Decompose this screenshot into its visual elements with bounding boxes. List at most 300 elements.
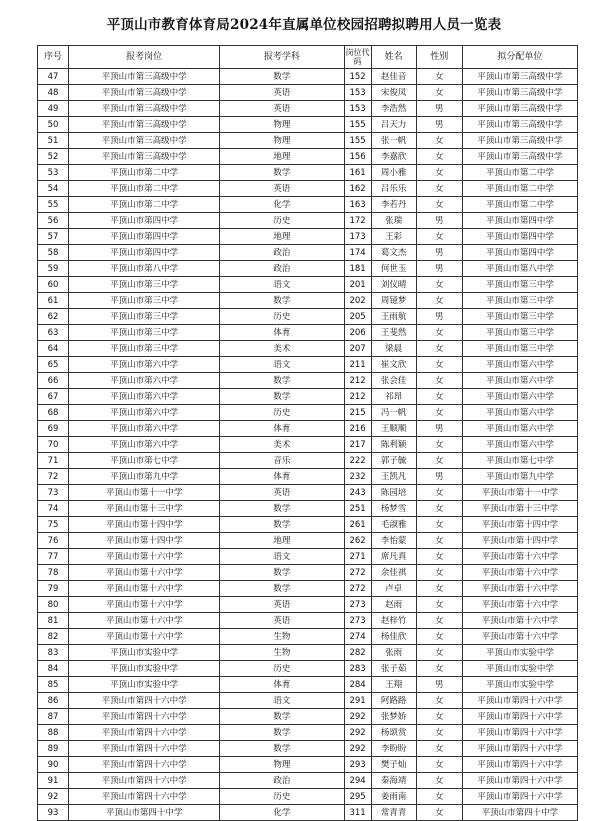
- table-row: [38, 357, 578, 373]
- cell-subject: 英语: [220, 597, 344, 613]
- table-row: [38, 309, 578, 325]
- cell-index: 54: [38, 181, 69, 197]
- cell-name: 杨梦雪: [371, 501, 416, 517]
- table-row: [38, 677, 578, 693]
- table-row: [38, 389, 578, 405]
- cell-subject: 历史: [220, 309, 344, 325]
- cell-position: 平顶山市第十六中学: [69, 549, 220, 565]
- cell-subject: 化学: [220, 805, 344, 821]
- cell-index: 59: [38, 261, 69, 277]
- cell-gender: 女: [416, 709, 462, 725]
- cell-name: 何世玉: [371, 261, 416, 277]
- cell-assigned-unit: 平顶山市第十六中学: [462, 629, 577, 645]
- cell-assigned-unit: 平顶山市第十三中学: [462, 501, 577, 517]
- cell-assigned-unit: 平顶山市第十一中学: [462, 485, 577, 501]
- table-row: [38, 165, 578, 181]
- cell-index: 87: [38, 709, 69, 725]
- cell-position: 平顶山市第六中学: [69, 373, 220, 389]
- cell-gender: 女: [416, 741, 462, 757]
- table-row: [38, 501, 578, 517]
- cell-subject: 英语: [220, 101, 344, 117]
- header-position-code: 岗位代码: [344, 46, 371, 69]
- header-position: 报考岗位: [69, 46, 220, 69]
- cell-name: 张子茹: [371, 661, 416, 677]
- cell-assigned-unit: 平顶山市第三高级中学: [462, 117, 577, 133]
- cell-name: 张会佳: [371, 373, 416, 389]
- cell-position-code: 243: [344, 485, 371, 501]
- cell-position-code: 295: [344, 789, 371, 805]
- cell-position: 平顶山市第四十六中学: [69, 709, 220, 725]
- cell-name: 李若丹: [371, 197, 416, 213]
- cell-gender: 女: [416, 373, 462, 389]
- cell-gender: 女: [416, 629, 462, 645]
- cell-assigned-unit: 平顶山市第九中学: [462, 469, 577, 485]
- cell-subject: 物理: [220, 757, 344, 773]
- cell-index: 47: [38, 69, 69, 85]
- table-row: [38, 645, 578, 661]
- cell-subject: 数学: [220, 517, 344, 533]
- cell-gender: 女: [416, 549, 462, 565]
- cell-position-code: 181: [344, 261, 371, 277]
- cell-index: 55: [38, 197, 69, 213]
- cell-position-code: 311: [344, 805, 371, 821]
- cell-subject: 语文: [220, 693, 344, 709]
- table-row: [38, 581, 578, 597]
- cell-position-code: 272: [344, 565, 371, 581]
- cell-position: 平顶山市第三中学: [69, 293, 220, 309]
- cell-position-code: 293: [344, 757, 371, 773]
- cell-name: 周小雅: [371, 165, 416, 181]
- cell-assigned-unit: 平顶山市第四十六中学: [462, 773, 577, 789]
- cell-subject: 物理: [220, 117, 344, 133]
- cell-index: 88: [38, 725, 69, 741]
- cell-position: 平顶山市第十六中学: [69, 629, 220, 645]
- recruitment-table: [37, 45, 578, 821]
- cell-assigned-unit: 平顶山市第四十六中学: [462, 709, 577, 725]
- table-row: [38, 101, 578, 117]
- table-row: [38, 693, 578, 709]
- cell-subject: 数学: [220, 293, 344, 309]
- cell-name: 王凯凡: [371, 469, 416, 485]
- cell-index: 58: [38, 245, 69, 261]
- cell-assigned-unit: 平顶山市第三高级中学: [462, 133, 577, 149]
- cell-subject: 数学: [220, 741, 344, 757]
- cell-name: 毛淑雅: [371, 517, 416, 533]
- cell-assigned-unit: 平顶山市第三高级中学: [462, 69, 577, 85]
- cell-gender: 女: [416, 661, 462, 677]
- cell-assigned-unit: 平顶山市第三中学: [462, 293, 577, 309]
- cell-assigned-unit: 平顶山市第八中学: [462, 261, 577, 277]
- cell-subject: 音乐: [220, 453, 344, 469]
- cell-position-code: 272: [344, 581, 371, 597]
- cell-position: 平顶山市第三中学: [69, 309, 220, 325]
- cell-position-code: 222: [344, 453, 371, 469]
- table-row: [38, 197, 578, 213]
- cell-position: 平顶山市第四十六中学: [69, 789, 220, 805]
- cell-name: 王翔: [371, 677, 416, 693]
- cell-position: 平顶山市第十六中学: [69, 565, 220, 581]
- cell-position: 平顶山市第四十中学: [69, 805, 220, 821]
- cell-position-code: 284: [344, 677, 371, 693]
- cell-name: 陈利颖: [371, 437, 416, 453]
- cell-index: 50: [38, 117, 69, 133]
- cell-assigned-unit: 平顶山市第六中学: [462, 357, 577, 373]
- cell-assigned-unit: 平顶山市第七中学: [462, 453, 577, 469]
- cell-name: 祁昂: [371, 389, 416, 405]
- table-row: [38, 133, 578, 149]
- cell-index: 71: [38, 453, 69, 469]
- cell-name: 李盼盼: [371, 741, 416, 757]
- cell-index: 68: [38, 405, 69, 421]
- cell-index: 79: [38, 581, 69, 597]
- cell-position-code: 292: [344, 709, 371, 725]
- cell-assigned-unit: 平顶山市第四中学: [462, 213, 577, 229]
- cell-index: 53: [38, 165, 69, 181]
- cell-index: 89: [38, 741, 69, 757]
- cell-name: 张雨: [371, 645, 416, 661]
- cell-assigned-unit: 平顶山市第四十中学: [462, 805, 577, 821]
- cell-subject: 英语: [220, 181, 344, 197]
- cell-index: 84: [38, 661, 69, 677]
- cell-position: 平顶山市实验中学: [69, 677, 220, 693]
- cell-name: 赵梓竹: [371, 613, 416, 629]
- cell-position: 平顶山市第三高级中学: [69, 133, 220, 149]
- table-row: [38, 117, 578, 133]
- cell-position-code: 215: [344, 405, 371, 421]
- cell-position-code: 205: [344, 309, 371, 325]
- cell-position: 平顶山市第十四中学: [69, 533, 220, 549]
- cell-name: 周镱梦: [371, 293, 416, 309]
- cell-position-code: 173: [344, 229, 371, 245]
- cell-subject: 地理: [220, 229, 344, 245]
- cell-gender: 女: [416, 229, 462, 245]
- table-row: [38, 453, 578, 469]
- cell-subject: 语文: [220, 357, 344, 373]
- cell-name: 李怡蒙: [371, 533, 416, 549]
- table-row: [38, 517, 578, 533]
- cell-name: 崔文欣: [371, 357, 416, 373]
- cell-assigned-unit: 平顶山市第六中学: [462, 389, 577, 405]
- cell-name: 阿路路: [371, 693, 416, 709]
- cell-position: 平顶山市第三高级中学: [69, 69, 220, 85]
- cell-position-code: 261: [344, 517, 371, 533]
- cell-position-code: 212: [344, 373, 371, 389]
- table-row: [38, 293, 578, 309]
- cell-position-code: 291: [344, 693, 371, 709]
- cell-gender: 女: [416, 133, 462, 149]
- cell-subject: 数学: [220, 69, 344, 85]
- cell-subject: 政治: [220, 773, 344, 789]
- cell-name: 陈园培: [371, 485, 416, 501]
- cell-assigned-unit: 平顶山市第六中学: [462, 373, 577, 389]
- cell-assigned-unit: 平顶山市实验中学: [462, 677, 577, 693]
- cell-index: 63: [38, 325, 69, 341]
- cell-name: 王彩: [371, 229, 416, 245]
- cell-assigned-unit: 平顶山市第六中学: [462, 437, 577, 453]
- cell-index: 64: [38, 341, 69, 357]
- table-row: [38, 789, 578, 805]
- cell-subject: 体育: [220, 325, 344, 341]
- cell-assigned-unit: 平顶山市第四十六中学: [462, 725, 577, 741]
- table-row: [38, 229, 578, 245]
- cell-position-code: 274: [344, 629, 371, 645]
- cell-name: 秦海靖: [371, 773, 416, 789]
- cell-assigned-unit: 平顶山市第二中学: [462, 197, 577, 213]
- cell-assigned-unit: 平顶山市第四十六中学: [462, 789, 577, 805]
- cell-position: 平顶山市第十四中学: [69, 517, 220, 533]
- cell-position-code: 232: [344, 469, 371, 485]
- cell-gender: 女: [416, 757, 462, 773]
- cell-gender: 女: [416, 645, 462, 661]
- cell-position: 平顶山市第四中学: [69, 229, 220, 245]
- cell-assigned-unit: 平顶山市第三高级中学: [462, 149, 577, 165]
- cell-position: 平顶山市第十一中学: [69, 485, 220, 501]
- cell-assigned-unit: 平顶山市第二中学: [462, 181, 577, 197]
- cell-name: 席凡真: [371, 549, 416, 565]
- table-row: [38, 277, 578, 293]
- cell-index: 62: [38, 309, 69, 325]
- cell-assigned-unit: 平顶山市第二中学: [462, 165, 577, 181]
- cell-subject: 数学: [220, 389, 344, 405]
- cell-gender: 男: [416, 421, 462, 437]
- table-row: [38, 597, 578, 613]
- table-row: [38, 741, 578, 757]
- table-row: [38, 485, 578, 501]
- cell-assigned-unit: 平顶山市第三中学: [462, 325, 577, 341]
- table-row: [38, 405, 578, 421]
- cell-position-code: 152: [344, 69, 371, 85]
- cell-assigned-unit: 平顶山市第三高级中学: [462, 101, 577, 117]
- cell-index: 67: [38, 389, 69, 405]
- cell-position: 平顶山市第六中学: [69, 421, 220, 437]
- cell-name: 李嘉欣: [371, 149, 416, 165]
- cell-name: 王雨航: [371, 309, 416, 325]
- cell-gender: 女: [416, 181, 462, 197]
- cell-subject: 生物: [220, 629, 344, 645]
- cell-gender: 女: [416, 165, 462, 181]
- cell-position: 平顶山市第四中学: [69, 245, 220, 261]
- cell-position: 平顶山市第三中学: [69, 341, 220, 357]
- cell-index: 52: [38, 149, 69, 165]
- cell-name: 葛文杰: [371, 245, 416, 261]
- cell-gender: 男: [416, 245, 462, 261]
- cell-subject: 历史: [220, 405, 344, 421]
- cell-assigned-unit: 平顶山市第十四中学: [462, 517, 577, 533]
- table-row: [38, 773, 578, 789]
- cell-name: 樊子灿: [371, 757, 416, 773]
- cell-position-code: 271: [344, 549, 371, 565]
- cell-gender: 女: [416, 725, 462, 741]
- table-row: [38, 181, 578, 197]
- cell-position: 平顶山市第四十六中学: [69, 757, 220, 773]
- cell-gender: 女: [416, 581, 462, 597]
- cell-index: 93: [38, 805, 69, 821]
- table-row: [38, 549, 578, 565]
- cell-gender: 女: [416, 501, 462, 517]
- cell-gender: 男: [416, 213, 462, 229]
- cell-gender: 女: [416, 773, 462, 789]
- cell-assigned-unit: 平顶山市第十六中学: [462, 581, 577, 597]
- header-gender: 性别: [416, 46, 462, 69]
- cell-subject: 历史: [220, 789, 344, 805]
- cell-subject: 数学: [220, 709, 344, 725]
- cell-gender: 女: [416, 197, 462, 213]
- cell-gender: 男: [416, 117, 462, 133]
- cell-position-code: 282: [344, 645, 371, 661]
- cell-position-code: 172: [344, 213, 371, 229]
- cell-name: 张梦娇: [371, 709, 416, 725]
- cell-index: 51: [38, 133, 69, 149]
- cell-position: 平顶山市第三高级中学: [69, 85, 220, 101]
- cell-gender: 女: [416, 789, 462, 805]
- cell-gender: 女: [416, 341, 462, 357]
- cell-position-code: 283: [344, 661, 371, 677]
- table-row: [38, 757, 578, 773]
- cell-name: 王斐然: [371, 325, 416, 341]
- cell-name: 赵雨: [371, 597, 416, 613]
- table-row: [38, 725, 578, 741]
- cell-name: 李浩然: [371, 101, 416, 117]
- cell-name: 常青青: [371, 805, 416, 821]
- cell-gender: 女: [416, 277, 462, 293]
- cell-position: 平顶山市第四十六中学: [69, 725, 220, 741]
- cell-name: 王顺顺: [371, 421, 416, 437]
- cell-position-code: 156: [344, 149, 371, 165]
- cell-assigned-unit: 平顶山市第三中学: [462, 309, 577, 325]
- cell-index: 61: [38, 293, 69, 309]
- cell-subject: 体育: [220, 469, 344, 485]
- cell-name: 刘仪晴: [371, 277, 416, 293]
- table-row: [38, 373, 578, 389]
- header-assigned-unit: 拟分配单位: [462, 46, 577, 69]
- table-row: [38, 325, 578, 341]
- cell-assigned-unit: 平顶山市第六中学: [462, 421, 577, 437]
- cell-name: 余佳祺: [371, 565, 416, 581]
- cell-position: 平顶山市第三中学: [69, 277, 220, 293]
- cell-index: 92: [38, 789, 69, 805]
- cell-subject: 语文: [220, 277, 344, 293]
- cell-subject: 政治: [220, 245, 344, 261]
- cell-gender: 男: [416, 677, 462, 693]
- cell-position: 平顶山市第四中学: [69, 213, 220, 229]
- cell-index: 70: [38, 437, 69, 453]
- cell-position: 平顶山市第八中学: [69, 261, 220, 277]
- table-row: [38, 341, 578, 357]
- cell-position-code: 216: [344, 421, 371, 437]
- cell-subject: 美术: [220, 437, 344, 453]
- cell-gender: 女: [416, 389, 462, 405]
- table-row: [38, 437, 578, 453]
- cell-position-code: 162: [344, 181, 371, 197]
- cell-position-code: 273: [344, 613, 371, 629]
- table-row: [38, 149, 578, 165]
- cell-assigned-unit: 平顶山市第十四中学: [462, 533, 577, 549]
- cell-position: 平顶山市第四十六中学: [69, 773, 220, 789]
- cell-position: 平顶山市第三中学: [69, 325, 220, 341]
- table-header-row: [38, 46, 578, 69]
- cell-name: 梁晨: [371, 341, 416, 357]
- cell-index: 90: [38, 757, 69, 773]
- cell-index: 74: [38, 501, 69, 517]
- table-row: [38, 261, 578, 277]
- cell-index: 75: [38, 517, 69, 533]
- cell-gender: 女: [416, 533, 462, 549]
- cell-position: 平顶山市第二中学: [69, 197, 220, 213]
- cell-subject: 数学: [220, 725, 344, 741]
- cell-position-code: 153: [344, 85, 371, 101]
- cell-index: 69: [38, 421, 69, 437]
- cell-index: 77: [38, 549, 69, 565]
- cell-gender: 女: [416, 485, 462, 501]
- cell-name: 赵佳音: [371, 69, 416, 85]
- cell-index: 91: [38, 773, 69, 789]
- cell-gender: 男: [416, 261, 462, 277]
- cell-gender: 女: [416, 517, 462, 533]
- cell-position: 平顶山市第三高级中学: [69, 101, 220, 117]
- cell-index: 57: [38, 229, 69, 245]
- cell-subject: 语文: [220, 549, 344, 565]
- cell-subject: 数学: [220, 373, 344, 389]
- cell-index: 86: [38, 693, 69, 709]
- cell-assigned-unit: 平顶山市第四十六中学: [462, 757, 577, 773]
- cell-subject: 历史: [220, 661, 344, 677]
- cell-subject: 数学: [220, 165, 344, 181]
- cell-assigned-unit: 平顶山市第四十六中学: [462, 741, 577, 757]
- cell-position: 平顶山市第六中学: [69, 405, 220, 421]
- cell-name: 杨颂赏: [371, 725, 416, 741]
- cell-assigned-unit: 平顶山市第三中学: [462, 277, 577, 293]
- cell-position-code: 206: [344, 325, 371, 341]
- cell-position: 平顶山市第六中学: [69, 357, 220, 373]
- cell-assigned-unit: 平顶山市第四中学: [462, 245, 577, 261]
- table-row: [38, 565, 578, 581]
- cell-position-code: 153: [344, 101, 371, 117]
- cell-subject: 美术: [220, 341, 344, 357]
- cell-index: 78: [38, 565, 69, 581]
- cell-gender: 男: [416, 469, 462, 485]
- cell-subject: 体育: [220, 677, 344, 693]
- cell-subject: 英语: [220, 485, 344, 501]
- cell-gender: 女: [416, 693, 462, 709]
- cell-position-code: 273: [344, 597, 371, 613]
- cell-assigned-unit: 平顶山市第十六中学: [462, 613, 577, 629]
- cell-position: 平顶山市第七中学: [69, 453, 220, 469]
- table-row: [38, 245, 578, 261]
- cell-position-code: 217: [344, 437, 371, 453]
- cell-index: 60: [38, 277, 69, 293]
- cell-gender: 女: [416, 597, 462, 613]
- cell-name: 郭子毓: [371, 453, 416, 469]
- cell-name: 张一帆: [371, 133, 416, 149]
- cell-subject: 数学: [220, 501, 344, 517]
- cell-name: 宋俊凤: [371, 85, 416, 101]
- cell-subject: 英语: [220, 85, 344, 101]
- cell-position-code: 262: [344, 533, 371, 549]
- page-title: 平顶山市教育体育局2024年直属单位校园招聘拟聘用人员一览表: [106, 17, 502, 33]
- cell-assigned-unit: 平顶山市第十六中学: [462, 597, 577, 613]
- cell-gender: 男: [416, 309, 462, 325]
- cell-index: 83: [38, 645, 69, 661]
- cell-position-code: 207: [344, 341, 371, 357]
- cell-assigned-unit: 平顶山市第十六中学: [462, 565, 577, 581]
- cell-assigned-unit: 平顶山市第三高级中学: [462, 85, 577, 101]
- cell-subject: 英语: [220, 613, 344, 629]
- cell-position-code: 211: [344, 357, 371, 373]
- cell-name: 张瑞: [371, 213, 416, 229]
- cell-position: 平顶山市第四十六中学: [69, 693, 220, 709]
- table-row: [38, 421, 578, 437]
- cell-gender: 女: [416, 805, 462, 821]
